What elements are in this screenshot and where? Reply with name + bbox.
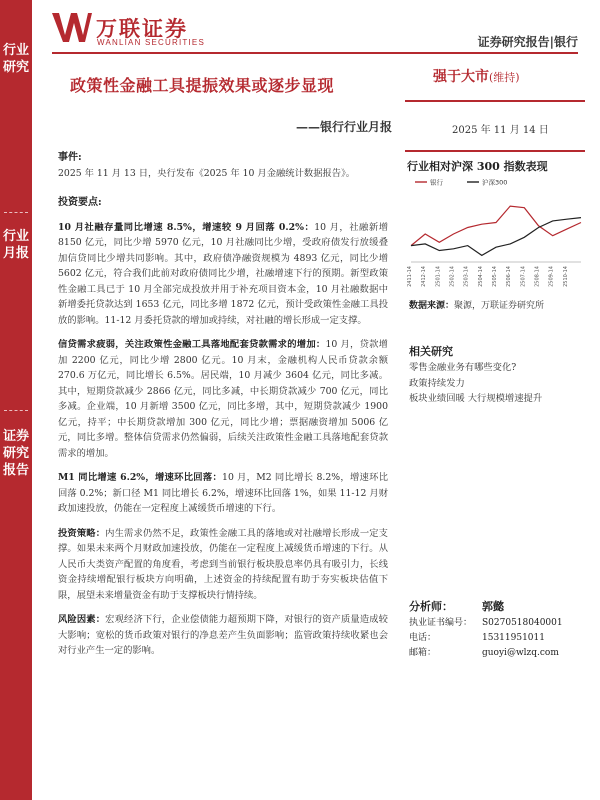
- related-research-item[interactable]: 政策持续发力: [409, 377, 465, 389]
- analyst-title: 分析师：: [409, 600, 453, 613]
- strategy-paragraph: [58, 526, 388, 604]
- risk-text: 宏观经济下行，企业偿债能力超预期下降，对银行的资产质量造成较大影响；宽松的货币政策对银行的净息差产生负面影响；监管政策持续收紧也会对行业产生一定的影响。: [58, 614, 388, 656]
- logo-text-en: WANLIAN SECURITIES: [97, 38, 205, 47]
- key-point-paragraph: [58, 337, 388, 461]
- chart-tick-label: 2505-14: [492, 266, 498, 287]
- chart-title: 行业相对沪深 300 指数表现: [407, 160, 548, 173]
- analyst-name: 郭懿: [482, 600, 504, 613]
- chart-series-line: [411, 206, 581, 246]
- rating-badge: [433, 66, 520, 86]
- related-research-title: 相关研究: [409, 345, 453, 358]
- data-source-label: 数据来源：: [409, 301, 455, 311]
- rating-value: 强于大市: [433, 69, 489, 85]
- right-divider: [405, 150, 585, 152]
- main-content: [58, 150, 388, 659]
- data-source-text: 聚源，万联证券研究所: [454, 301, 545, 311]
- key-points-heading: 投资要点:: [58, 197, 102, 208]
- chart-tick-label: 2501-14: [435, 266, 442, 287]
- key-point-body: 10 月，M2 同比增长 8.2%，增速环比回落 0.2%；新口径 M1 同比增长 6.2%，增速环比回落 1%，如果 11-12 月财政加速投放，仍能在一定程度上减缓货币增速的下行。: [58, 472, 388, 514]
- chart-tick-label: 2507-14: [520, 266, 527, 287]
- report-subtitle: ——银行行业月报: [296, 120, 393, 134]
- analyst-value: S0270518040001: [482, 618, 563, 628]
- analyst-row: [409, 646, 585, 661]
- rating-note: (维持): [489, 71, 520, 84]
- header-divider: [52, 52, 578, 54]
- chart-tick-label: 2509-14: [548, 266, 555, 287]
- relative-performance-chart: [405, 174, 585, 294]
- analyst-row: [409, 616, 585, 631]
- strategy-text: 内生需求仍然不足，政策性金融工具的落地或对社融增长形成一定支撑。如果未来两个月财政加速投放，仍能在一定程度上减缓货币增速的下行。从人民币大类资产配置的角度看，考虑到当前银行板块股息率仍具有吸引力，长线资金持续增配银行板块方向明确，上述资金的持续配置有助于夯实板块估值下限，展望未来增量资金有助于支撑板块行情持续。: [58, 527, 388, 601]
- chart-legend-label: 沪深300: [482, 178, 508, 187]
- key-point-paragraph: [58, 220, 388, 329]
- chart-tick-label: 2503-14: [463, 266, 470, 287]
- analyst-info: [409, 616, 585, 661]
- key-point-lead: M1 同比增速 6.2%，增速环比回落：: [58, 472, 223, 483]
- sidebar-label-industry-research: 行业研究: [2, 43, 29, 75]
- analyst-key: 邮箱：: [409, 648, 437, 658]
- sidebar-label-securities-report: 证券研究报告: [2, 429, 29, 478]
- analyst-key: 执业证书编号：: [409, 618, 473, 628]
- event-heading: 事件:: [58, 152, 82, 163]
- strategy-label: 投资策略：: [58, 527, 106, 539]
- report-type-label: 证券研究报告|银行: [477, 35, 578, 49]
- chart-tick-label: 2508-14: [534, 266, 541, 287]
- chart-legend-label: 银行: [430, 178, 443, 187]
- key-point-paragraph: [58, 470, 388, 517]
- key-point-lead: 10 月社融存量同比增速 8.5%，增速较 9 月回落 0.2%：: [58, 221, 315, 233]
- chart-tick-label: 2502-14: [449, 266, 456, 287]
- left-sidebar: [0, 0, 32, 800]
- logo-text-cn: 万联证券: [96, 17, 188, 41]
- chart-tick-label: 2504-14: [477, 266, 484, 287]
- sidebar-label-monthly: 行业月报: [2, 229, 29, 261]
- chart-tick-label: 2510-14: [562, 266, 569, 287]
- sidebar-divider: [4, 212, 28, 213]
- wanlian-logo-icon: [52, 11, 92, 43]
- key-point-body: 10 月，社融新增 8150 亿元，同比少增 5970 亿元，10 月社融同比少增，受政府债发行放缓叠加信贷同比少增共同影响。其中，政府债净融资规模为 4893 亿元，同比少增 5602 亿元，符合我们此前对政府债同比少增，社融增速下行的预期。新型政策性金融工具已于 10 月全部完成投放并用于补充项目资本金，10 月社融数据中新增委托贷款达到 1653 亿元，同比多增 1872 亿元，预计受政策性金融工具投放的影响。11-12 月委托贷款的增加或持续，对社融的增长形成一定支撑。: [58, 221, 388, 326]
- related-research-item[interactable]: 板块业绩回暖 大行规模增速提升: [409, 393, 543, 404]
- risk-label: 风险因素：: [58, 614, 106, 625]
- key-point-lead: 信贷需求疲弱，关注政策性金融工具落地配套贷款需求的增加：: [58, 339, 326, 350]
- related-research-item[interactable]: 零售金融业务有哪些变化?: [409, 362, 517, 373]
- event-text: 2025 年 11 月 13 日，央行发布《2025 年 10 月金融统计数据报告》。: [58, 167, 356, 179]
- key-point-body: 10 月，贷款增加 2200 亿元，同比少增 2800 亿元。10 月末，金融机构人民币贷款余额 270.6 万亿元，同比增长 6.5%。居民端，10 月减少 3604 亿元，同比多减。其中，短期贷款减少 2866 亿元，同比多减，中长期贷款减少 700 亿元，同比多减。企业端，10 月新增 3500 亿元，同比多增，其中，短期贷款减少 1900 亿元，持平；中长期贷款增加 300 亿元，同比少增；票据融资增加 5006 亿元，同比多增。整体信贷需求仍然偏弱，后续关注政策性金融工具落地配套贷款需求的增加。: [58, 339, 388, 459]
- analyst-row: [409, 631, 585, 646]
- right-divider: [405, 100, 585, 102]
- analyst-value[interactable]: guoyi@wlzq.com: [482, 648, 559, 658]
- chart-tick-label: 2411-14: [407, 266, 413, 287]
- report-title: 政策性金融工具提振效果或逐步显现: [70, 76, 335, 95]
- risk-paragraph: [58, 612, 388, 659]
- report-date: 2025 年 11 月 14 日: [452, 125, 549, 136]
- analyst-key: 电话：: [409, 633, 437, 643]
- chart-tick-label: 2506-14: [506, 266, 513, 287]
- analyst-value: 15311951011: [482, 633, 545, 643]
- sidebar-divider: [4, 410, 28, 411]
- data-source: [409, 298, 544, 311]
- related-research-list: [409, 360, 589, 407]
- chart-tick-label: 2412-14: [421, 266, 428, 287]
- chart-series-line: [411, 218, 581, 256]
